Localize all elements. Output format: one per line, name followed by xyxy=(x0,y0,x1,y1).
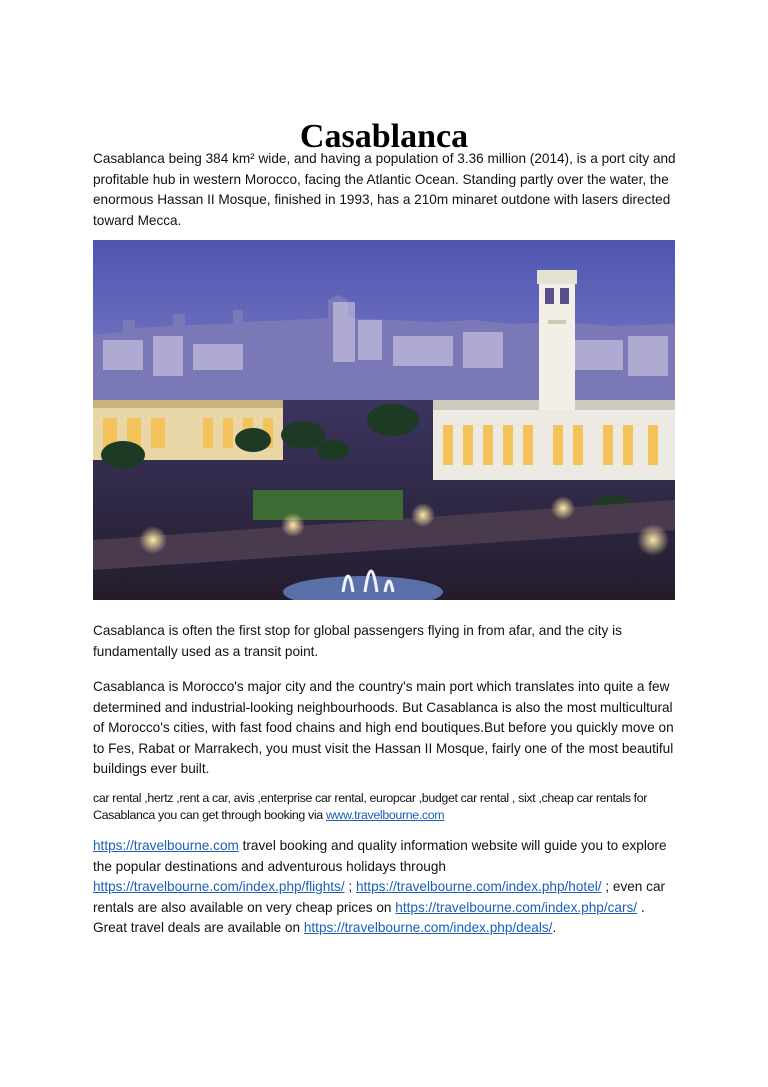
home-link[interactable]: https://travelbourne.com xyxy=(93,838,239,853)
intro-paragraph: Casablanca being 384 km² wide, and having a population of 3.36 million (2014), is a port city and profitable hub in western Morocco, facing the Atlantic Ocean. Standing partly over the water, the enormous Hassan II Mosque, finished in 1993, has a 210m minaret outdone with lasers directed toward Mecca. xyxy=(93,151,676,228)
deals-link[interactable]: https://travelbourne.com/index.php/deals/ xyxy=(303,920,553,935)
keywords-text: car rental ,hertz ,rent a car, avis ,enterprise car rental, europcar ,budget car rental , sixt ,cheap car rentals for Casablanca you can get through booking via xyxy=(93,791,648,822)
photo-lawn xyxy=(253,490,403,520)
closing-separator: ; xyxy=(344,879,356,894)
photo-right-building xyxy=(433,400,675,480)
cars-link[interactable]: https://travelbourne.com/index.php/cars/ xyxy=(395,899,638,915)
transit-paragraph: Casablanca is often the first stop for global passengers flying in from afar, and the city is fundamentally used as a transit point. xyxy=(93,623,622,659)
page-title: Casablanca xyxy=(299,117,469,155)
photo-clock-tower xyxy=(537,270,577,410)
casablanca-photo xyxy=(93,240,675,600)
closing-paragraph xyxy=(93,836,678,939)
travelbourne-link[interactable]: www.travelbourne.com xyxy=(325,808,445,822)
port-paragraph: Casablanca is Morocco's major city and the country's main port which translates into quite a few determined and industrial-looking neighbourhoods. But Casablanca is also the most multicultural of Morocco's cities, with fast food chains and high end boutiques.But before you quickly move on to Fes, Rabat or Marrakech, you must visit the Hassan II Mosque, fairly one of the most beautiful buildings ever built. xyxy=(93,679,674,776)
closing-end: . xyxy=(552,920,557,935)
closing-text-3: . Great travel deals are available on xyxy=(93,899,645,935)
closing-text-2: ; even car rentals are also available on very cheap prices on xyxy=(93,879,666,915)
flights-link[interactable]: https://travelbourne.com/index.php/flights/ xyxy=(93,879,345,894)
closing-text-1: travel booking and quality information website will guide you to explore the popular destinations and adventurous holidays through xyxy=(93,838,667,874)
keywords-paragraph xyxy=(93,790,678,824)
hotel-link[interactable]: https://travelbourne.com/index.php/hotel/ xyxy=(355,879,602,894)
